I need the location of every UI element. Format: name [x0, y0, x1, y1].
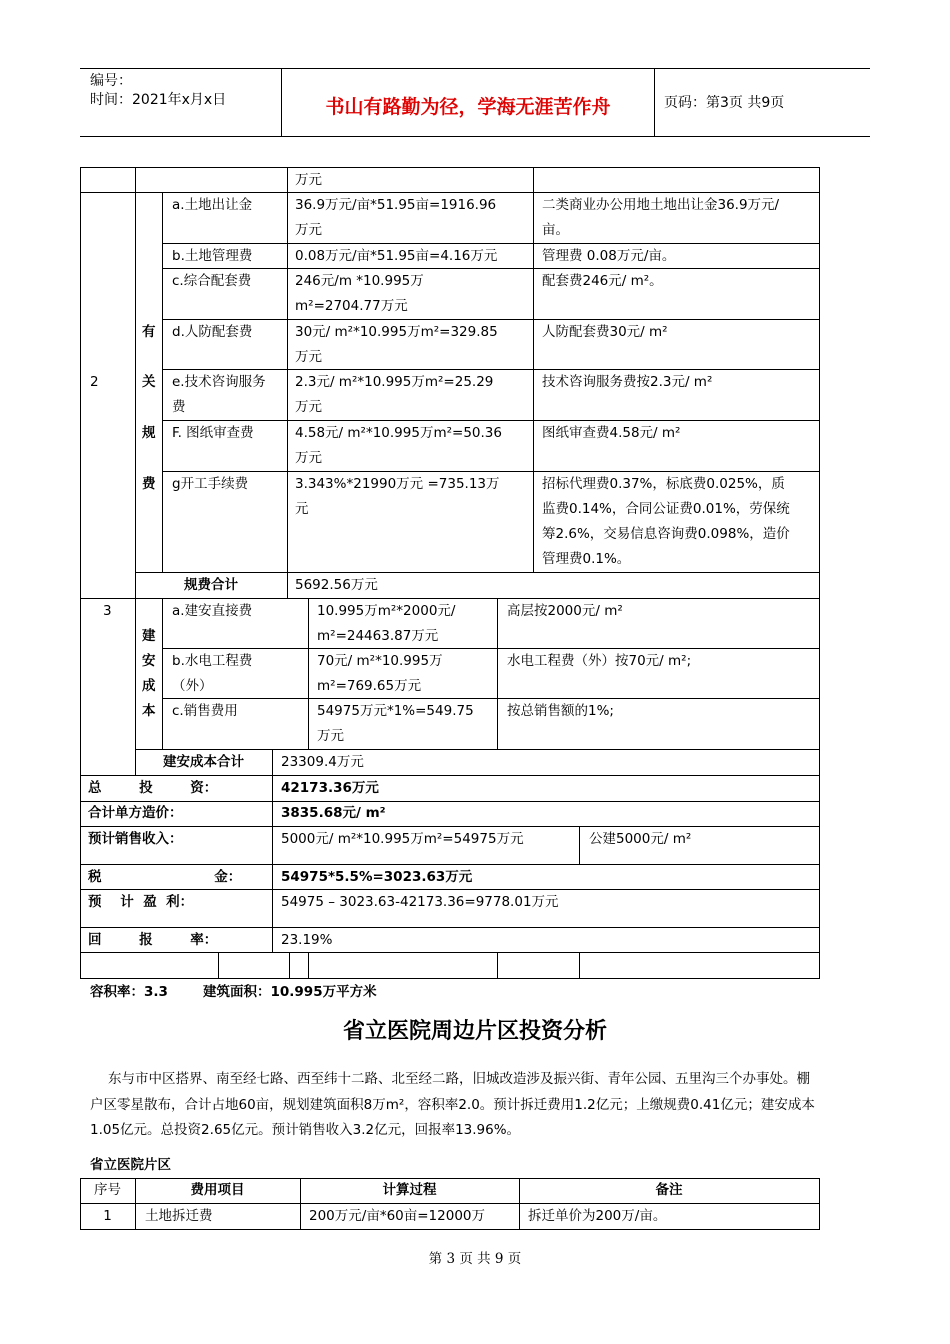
cost-item-name: a.建安直接费 [172, 603, 253, 619]
tax-label: 税 金： [88, 869, 242, 885]
table-cell: 200万元/亩*60亩=12000万 [309, 1208, 486, 1224]
row-number: 3 [103, 603, 112, 619]
return-rate-value: 23.19% [281, 932, 333, 948]
row-number: 2 [90, 374, 99, 390]
group-label: 费 [142, 476, 156, 492]
fee-item-name: g开工手续费 [172, 476, 249, 492]
fee-item-note: 配套费246元/ m²。 [542, 273, 663, 289]
cost-item-calc: 10.995万m²*2000元/ [317, 603, 456, 619]
fee-item-name: a.土地出让金 [172, 197, 253, 213]
body-paragraph-text: 东与市中区搭界、南至经七路、西至纬十二路、北至经二路，旧城改造涉及振兴街、青年公园、五里沟三个办事处。棚户区零星散布，合计占地60亩，规划建筑面积8万m²，容积率2.0。预计拆迁费用1.2亿元；上缴规费0.41亿元；建安成本1.05亿元。总投资2.65亿元。预计销售收入3.2亿元，回报率13.96%。 [90, 1071, 815, 1138]
body-paragraph [90, 1067, 820, 1144]
total-investment-label: 总 投 资： [88, 780, 218, 796]
profit-label: 预 计 盈 利： [88, 894, 194, 910]
fee-item-calc: 36.9万元/亩*51.95亩=1916.96 [295, 197, 497, 213]
fees-subtotal-label: 规费合计 [184, 577, 238, 593]
table-header: 序号 [94, 1182, 121, 1198]
cost-item-calc: 54975万元*1%=549.75 [317, 703, 474, 719]
cost-item-note: 高层按2000元/ m² [507, 603, 623, 619]
fee-item-note: 二类商业办公用地土地出让金36.9万元/ [542, 197, 780, 213]
header-number-label: 编号： [90, 73, 132, 89]
fee-item-calc: 0.08万元/亩*51.95亩=4.16万元 [295, 248, 498, 264]
header-divider [654, 68, 655, 136]
table-cell: 土地拆迁费 [145, 1208, 213, 1224]
table-cell: 拆迁单价为200万/亩。 [528, 1208, 667, 1224]
header-bottom-rule [80, 136, 870, 137]
table-caption: 省立医院片区 [90, 1157, 171, 1173]
table-cell: 万元 [295, 172, 322, 188]
sales-revenue-label: 预计销售收入： [88, 831, 183, 847]
fee-item-name: d.人防配套费 [172, 324, 253, 340]
fee-item-calc: 万元 [295, 399, 322, 415]
cost-item-note: 按总销售额的1%; [507, 703, 614, 719]
cost-item-note: 水电工程费（外）按70元/ m²; [507, 653, 692, 669]
fee-item-name: e.技术咨询服务 [172, 374, 266, 390]
group-label: 有 [142, 324, 156, 340]
header-top-rule [80, 68, 870, 69]
fee-item-calc: 万元 [295, 222, 322, 238]
header-motto: 书山有路勤为径，学海无涯苦作舟 [325, 96, 611, 118]
group-label: 安 [142, 653, 156, 669]
fee-item-name: b.土地管理费 [172, 248, 253, 264]
tax-value: 54975*5.5%=3023.63万元 [281, 869, 473, 885]
fee-item-name: c.综合配套费 [172, 273, 252, 289]
cost-item-calc: 70元/ m²*10.995万 [317, 653, 443, 669]
cost-item-name: （外） [172, 678, 213, 694]
fee-item-name: F. 图纸审查费 [172, 425, 254, 441]
cost-item-calc: m²=24463.87万元 [317, 628, 439, 644]
fee-item-note: 管理费0.1%。 [542, 551, 631, 567]
cost-item-calc: 万元 [317, 728, 344, 744]
cost-item-calc: m²=769.65万元 [317, 678, 422, 694]
fee-item-note: 管理费 0.08万元/亩。 [542, 248, 676, 264]
group-label: 建 [142, 628, 156, 644]
sales-revenue-note: 公建5000元/ m² [589, 831, 692, 847]
construction-subtotal-label: 建安成本合计 [163, 754, 244, 770]
table-header: 费用项目 [190, 1182, 245, 1198]
fee-item-note: 技术咨询服务费按2.3元/ m² [542, 374, 713, 390]
fee-item-note: 筹2.6%，交易信息咨询费0.098%，造价 [542, 526, 790, 542]
unit-cost-label: 合计单方造价： [88, 805, 183, 821]
fees-subtotal-value: 5692.56万元 [295, 577, 378, 593]
fee-item-calc: 万元 [295, 450, 322, 466]
fee-item-note: 监费0.14%，合同公证费0.01%，劳保统 [542, 501, 790, 517]
sales-revenue-value: 5000元/ m²*10.995万m²=54975万元 [281, 831, 524, 847]
profit-value: 54975 – 3023.63-42173.36=9778.01万元 [281, 894, 559, 910]
fee-item-name: 费 [172, 399, 186, 415]
table-header: 计算过程 [382, 1182, 437, 1198]
fee-item-calc: m²=2704.77万元 [295, 298, 408, 314]
section-title: 省立医院周边片区投资分析 [342, 1018, 607, 1044]
unit-cost-value: 3835.68元/ m² [281, 805, 386, 821]
page-footer: 第 3 页 共 9 页 [428, 1251, 522, 1267]
table-cell: 1 [103, 1208, 112, 1224]
fee-item-note: 招标代理费0.37%，标底费0.025%，质 [542, 476, 785, 492]
group-label: 成 [142, 678, 156, 694]
group-label: 本 [142, 703, 156, 719]
fee-item-calc: 2.3元/ m²*10.995万m²=25.29 [295, 374, 494, 390]
building-area: 建筑面积：10.995万平方米 [203, 984, 377, 1000]
table-header: 备注 [655, 1182, 683, 1198]
fee-item-calc: 万元 [295, 349, 322, 365]
fee-item-calc: 3.343%*21990万元 =735.13万 [295, 476, 500, 492]
group-label: 规 [142, 425, 156, 441]
cost-item-name: c.销售费用 [172, 703, 238, 719]
fee-item-note: 亩。 [542, 222, 569, 238]
fee-item-calc: 元 [295, 501, 309, 517]
construction-subtotal-value: 23309.4万元 [281, 754, 364, 770]
group-label: 关 [142, 374, 156, 390]
fee-item-calc: 4.58元/ m²*10.995万m²=50.36 [295, 425, 502, 441]
fee-item-calc: 30元/ m²*10.995万m²=329.85 [295, 324, 498, 340]
header-page-info: 页码：第3页 共9页 [664, 95, 785, 111]
fee-item-note: 人防配套费30元/ m² [542, 324, 668, 340]
total-investment-value: 42173.36万元 [281, 780, 379, 796]
return-rate-label: 回 报 率： [88, 932, 218, 948]
fee-item-calc: 246元/m *10.995万 [295, 273, 424, 289]
fee-item-note: 图纸审查费4.58元/ m² [542, 425, 681, 441]
cost-item-name: b.水电工程费 [172, 653, 253, 669]
floor-area-ratio: 容积率：3.3 [90, 984, 168, 1000]
header-time-label: 时间：2021年x月x日 [90, 92, 227, 108]
